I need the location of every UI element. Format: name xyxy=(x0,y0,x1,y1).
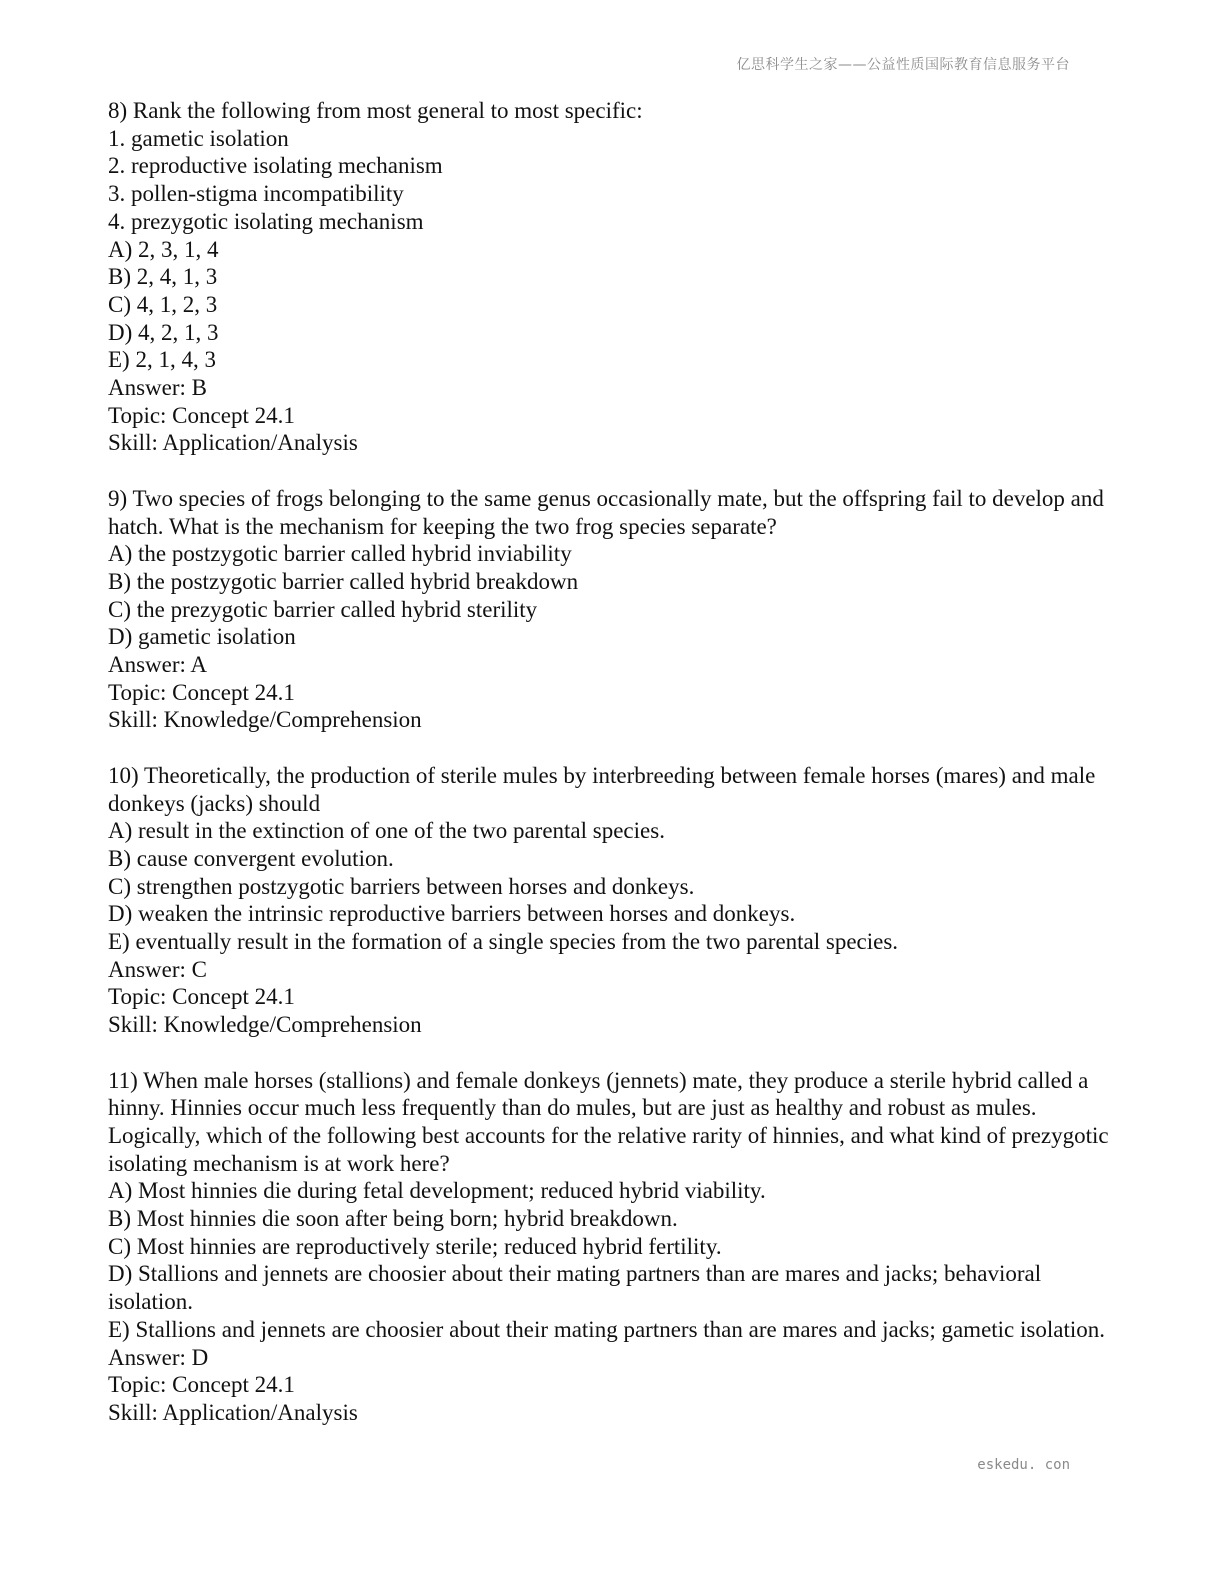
answer-option: B) Most hinnies die soon after being born; hybrid breakdown. xyxy=(108,1206,678,1232)
answer-option: B) cause convergent evolution. xyxy=(108,845,394,871)
question-9 xyxy=(108,485,1118,734)
answer-option: C) Most hinnies are reproductively sterile; reduced hybrid fertility. xyxy=(108,1233,722,1259)
answer-option: A) Most hinnies die during fetal development; reduced hybrid viability. xyxy=(108,1178,766,1204)
answer-option: B) 2, 4, 1, 3 xyxy=(108,264,218,290)
question-stem: 8) Rank the following from most general to most specific: xyxy=(108,98,643,123)
page-header-note: 亿思科学生之家——公益性质国际教育信息服务平台 xyxy=(736,57,1070,73)
skill-label: Skill: Application/Analysis xyxy=(108,430,358,456)
answer-option: A) the postzygotic barrier called hybrid inviability xyxy=(108,541,572,567)
skill-label: Skill: Knowledge/Comprehension xyxy=(108,707,422,733)
answer-option: E) eventually result in the formation of a single species from the two parental species. xyxy=(108,929,899,955)
question-list xyxy=(108,97,1118,1454)
rank-item: 3. pollen-stigma incompatibility xyxy=(108,181,404,207)
page-footer-note: eskedu. con xyxy=(977,1457,1070,1473)
answer-option: A) result in the extinction of one of the two parental species. xyxy=(108,818,665,844)
answer-option: B) the postzygotic barrier called hybrid breakdown xyxy=(108,568,579,594)
answer-key: Answer: B xyxy=(108,375,208,401)
question-8 xyxy=(108,97,1118,457)
answer-option: D) Stallions and jennets are choosier about their mating partners than are mares and jacks; behavioral isolation. xyxy=(108,1261,1042,1315)
question-11 xyxy=(108,1067,1118,1427)
answer-key: Answer: C xyxy=(108,956,208,982)
skill-label: Skill: Application/Analysis xyxy=(108,1400,358,1425)
topic-label: Topic: Concept 24.1 xyxy=(108,679,295,705)
question-stem: 11) When male horses (stallions) and female donkeys (jennets) mate, they produce a sterile hybrid called a hinny. Hinnies occur much less frequently than do mules, but are just as healthy and robust as mules. Logically, which of the following best accounts for the relative rarity of hinnies, and what kind of prezygotic isolating mechanism is at work here? xyxy=(108,1067,1109,1176)
question-stem: 9) Two species of frogs belonging to the same genus occasionally mate, but the offspring fail to develop and hatch. What is the mechanism for keeping the two frog species separate? xyxy=(108,485,1104,539)
answer-option: A) 2, 3, 1, 4 xyxy=(108,236,219,262)
question-10 xyxy=(108,762,1118,1039)
question-stem: 10) Theoretically, the production of sterile mules by interbreeding between female horses (mares) and male donkeys (jacks) should xyxy=(108,762,1096,816)
answer-option: C) strengthen postzygotic barriers between horses and donkeys. xyxy=(108,873,695,899)
topic-label: Topic: Concept 24.1 xyxy=(108,1372,295,1398)
answer-option: E) Stallions and jennets are choosier about their mating partners than are mares and jacks; gametic isolation. xyxy=(108,1316,1105,1342)
answer-option: D) weaken the intrinsic reproductive barriers between horses and donkeys. xyxy=(108,901,796,927)
topic-label: Topic: Concept 24.1 xyxy=(108,984,295,1010)
answer-option: C) the prezygotic barrier called hybrid sterility xyxy=(108,596,538,622)
answer-option: D) 4, 2, 1, 3 xyxy=(108,319,219,345)
answer-key: Answer: D xyxy=(108,1344,209,1370)
answer-option: C) 4, 1, 2, 3 xyxy=(108,291,218,317)
rank-item: 1. gametic isolation xyxy=(108,125,289,151)
topic-label: Topic: Concept 24.1 xyxy=(108,402,295,428)
rank-item: 4. prezygotic isolating mechanism xyxy=(108,208,424,234)
answer-option: D) gametic isolation xyxy=(108,624,296,650)
answer-key: Answer: A xyxy=(108,652,208,678)
rank-item: 2. reproductive isolating mechanism xyxy=(108,153,443,179)
skill-label: Skill: Knowledge/Comprehension xyxy=(108,1012,422,1038)
answer-option: E) 2, 1, 4, 3 xyxy=(108,347,216,373)
